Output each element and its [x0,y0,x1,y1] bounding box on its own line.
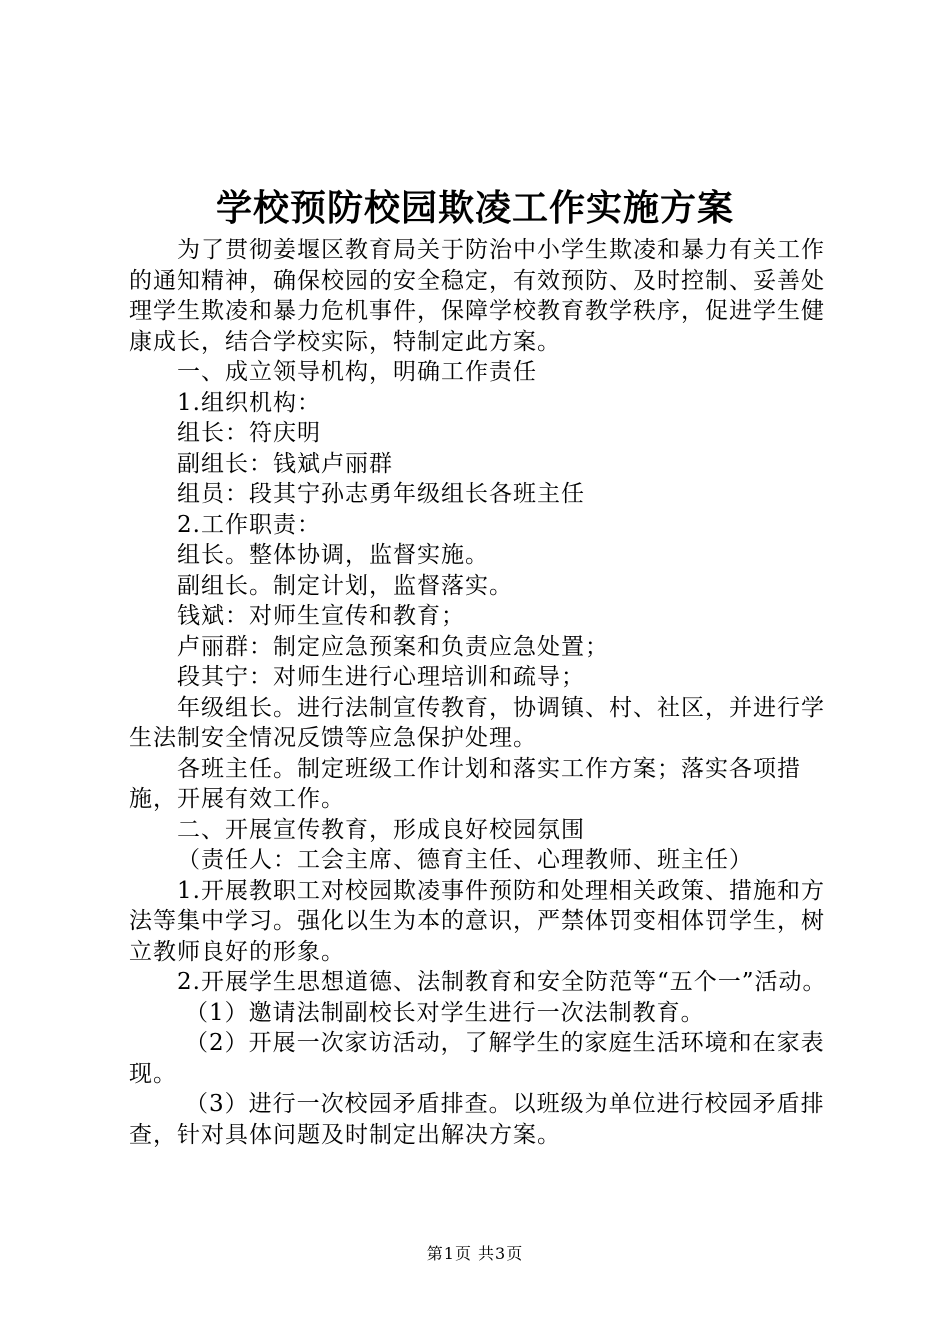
document-body [129,235,841,1150]
paragraph-subitem-1: （1）邀请法制副校长对学生进行一次法制教育。 [185,999,705,1026]
paragraph-duty-class-teachers: 各班主任。制定班级工作计划和落实工作方案；落实各项措施，开展有效工作。 [129,755,801,812]
paragraph-item-2: 2.开展学生思想道德、法制教育和安全防范等“五个一”活动。 [177,969,827,995]
paragraph-duty-duanqining: 段其宁：对师生进行心理培训和疏导； [177,664,585,690]
subheading-duties: 2.工作职责： [177,511,321,538]
document-title: 学校预防校园欺凌工作实施方案 [215,187,734,229]
paragraph-subitem-2: （2）开展一次家访活动，了解学生的家庭生活环境和在家表现。 [129,1030,825,1087]
paragraph-duty-deputy: 副组长。制定计划，监督落实。 [177,572,513,599]
paragraph-subitem-3: （3）进行一次校园矛盾排查。以班级为单位进行校园矛盾排查，针对具体问题及时制定出解决方案。 [129,1091,825,1148]
paragraph-leader: 组长：符庆明 [177,420,321,446]
section-heading-2: 二、开展宣传教育，形成良好校园氛围 [177,816,585,843]
paragraph-deputy-leader: 副组长：钱斌卢丽群 [177,450,393,477]
paragraph-members: 组员：段其宁孙志勇年级组长各班主任 [177,481,585,507]
subheading-organization: 1.组织机构： [177,389,321,416]
section-heading-1: 一、成立领导机构，明确工作责任 [177,359,537,385]
page-number-footer: 第1页 共3页 [426,1244,524,1263]
paragraph-duty-qianbin: 钱斌：对师生宣传和教育； [177,603,465,629]
intro-paragraph: 为了贯彻姜堰区教育局关于防治中小学生欺凌和暴力有关工作的通知精神，确保校园的安全稳定，有效预防、及时控制、妥善处理学生欺凌和暴力危机事件，保障学校教育教学秩序，促进学生健康成长，结合学校实际，特制定此方案。 [129,237,825,355]
paragraph-duty-luliqun: 卢丽群：制定应急预案和负责应急处置； [177,633,609,660]
paragraph-responsible-persons: （责任人：工会主席、德育主任、心理教师、班主任） [177,847,753,873]
paragraph-item-1: 1.开展教职工对校园欺凌事件预防和处理相关政策、措施和方法等集中学习。强化以生为本的意识，严禁体罚变相体罚学生，树立教师良好的形象。 [129,877,825,965]
paragraph-duty-leader: 组长。整体协调，监督实施。 [177,542,489,568]
paragraph-duty-grade-leaders: 年级组长。进行法制宣传教育，协调镇、村、社区，并进行学生法制安全情况反馈等应急保护处理。 [129,694,825,751]
